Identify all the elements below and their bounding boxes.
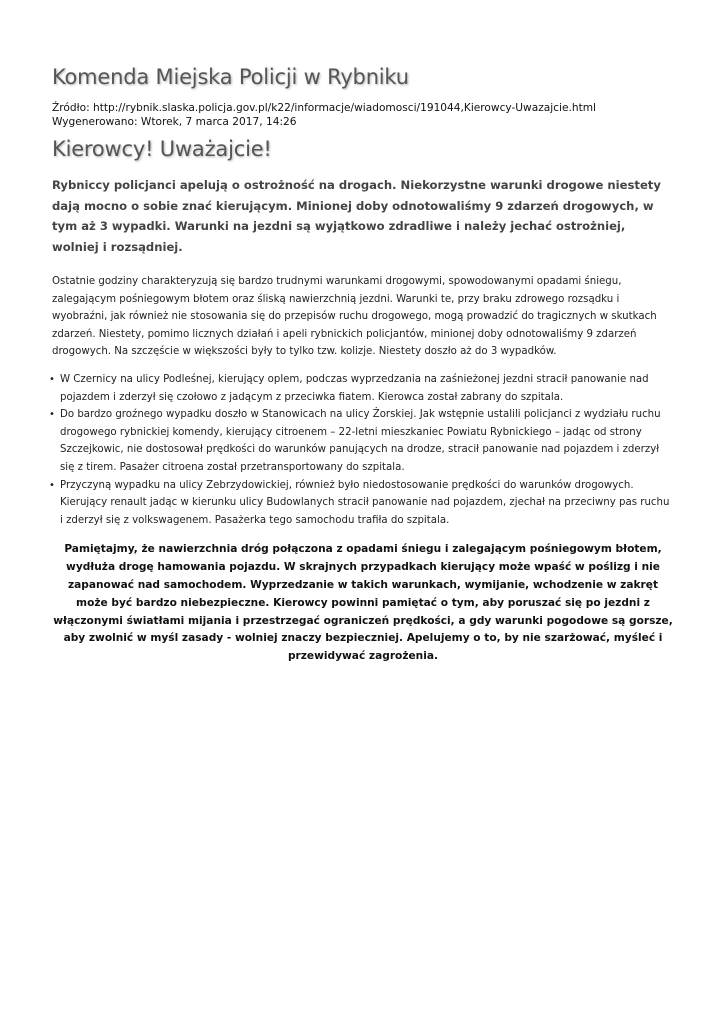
article-title: Kierowcy! Uważajcie!	[52, 137, 272, 161]
document-meta	[52, 101, 674, 129]
generated-line: Wygenerowano: Wtorek, 7 marca 2017, 14:26	[52, 116, 297, 128]
incident-text: W Czernicy na ulicy Podleśnej, kierujący oplem, podczas wyprzedzania na zaśnieżonej jezdni stracił panowanie nad pojazdem i zderzył się czołowo z jadącym z przeciwka fiatem. Kierowca został zabrany do szpitala.	[60, 373, 649, 403]
list-item	[49, 406, 674, 476]
site-title: Komenda Miejska Policji w Rybniku	[52, 65, 409, 89]
incident-list	[49, 371, 674, 529]
document-page	[49, 64, 674, 666]
bullet-icon: •	[49, 409, 55, 421]
incident-text: Do bardzo groźnego wypadku doszło w Stanowicach na ulicy Żorskiej. Jak wstępnie ustalili policjanci z wydziału ruchu drogowego rybnickiej komendy, kierujący citroenem – 22-letni mieszkaniec Powiatu Rybnickiego – jadąc od strony Szczejkowic, nie dostosował prędkości do warunków panujących na drodze, stracił panowanie nad pojazdem i zderzył się z tirem. Pasażer citroena został przetransportowany do szpitala.	[60, 409, 661, 473]
bullet-icon: •	[49, 479, 55, 491]
article-lead: Rybniccy policjanci apelują o ostrożność na drogach. Niekorzystne warunki drogowe niestety dają mocno o sobie znać kierującym. Minionej doby odnotowaliśmy 9 zdarzeń drogowych, w tym aż 3 wypadki. Warunki na jezdni są wyjątkowo zdradliwe i należy jechać ostrożniej, wolniej i rozsądniej.	[52, 178, 661, 254]
bullet-icon: •	[49, 373, 55, 385]
closing-appeal: Pamiętajmy, że nawierzchnia dróg połączona z opadami śniegu i zalegającym pośniegowym błotem, wydłuża drogę hamowania pojazdu. W skrajnych przypadkach kierujący może wpaść w poślizg i nie zapanować nad samochodem. Wyprzedzanie w takich warunkach, wymijanie, wchodzenie w zakręt może być bardzo niebezpieczne. Kierowcy powinni pamiętać o tym, aby poruszać się po jezdni z włączonymi światłami mijania i przestrzegać ograniczeń prędkości, a gdy warunki pogodowe są gorsze, aby zwolnić w myśl zasady - wolniej znaczy bezpieczniej. Apelujemy o to, by nie szarżować, myśleć i przewidywać zagrożenia.	[53, 543, 673, 663]
list-item	[49, 477, 674, 530]
article-intro: Ostatnie godziny charakteryzują się bardzo trudnymi warunkami drogowymi, spowodowanymi opadami śniegu, zalegającym pośniegowym błotem oraz śliską nawierzchnią jezdni. Warunki te, przy braku zdrowego rozsądku i wyobraźni, jak również nie stosowania się do przepisów ruchu drogowego, mogą prowadzić do tragicznych w skutkach zdarzeń. Niestety, pomimo licznych działań i apeli rybnickich policjantów, minionej doby odnotowaliśmy 9 zdarzeń drogowych. Na szczęście w większości były to tylko tzw. kolizje. Niestety doszło aż do 3 wypadków.	[52, 276, 657, 358]
list-item	[49, 371, 674, 406]
incident-text: Przyczyną wypadku na ulicy Zebrzydowickiej, również było niedostosowanie prędkości do warunków drogowych. Kierujący renault jadąc w kierunku ulicy Budowlanych stracił panowanie nad pojazdem, zjechał na przeciwny pas ruchu i zderzył się z volkswagenem. Pasażerka tego samochodu trafiła do szpitala.	[60, 479, 670, 526]
source-line: Źródło: http://rybnik.slaska.policja.gov.pl/k22/informacje/wiadomosci/191044,Kierowcy-Uwazajcie.html	[52, 102, 596, 114]
